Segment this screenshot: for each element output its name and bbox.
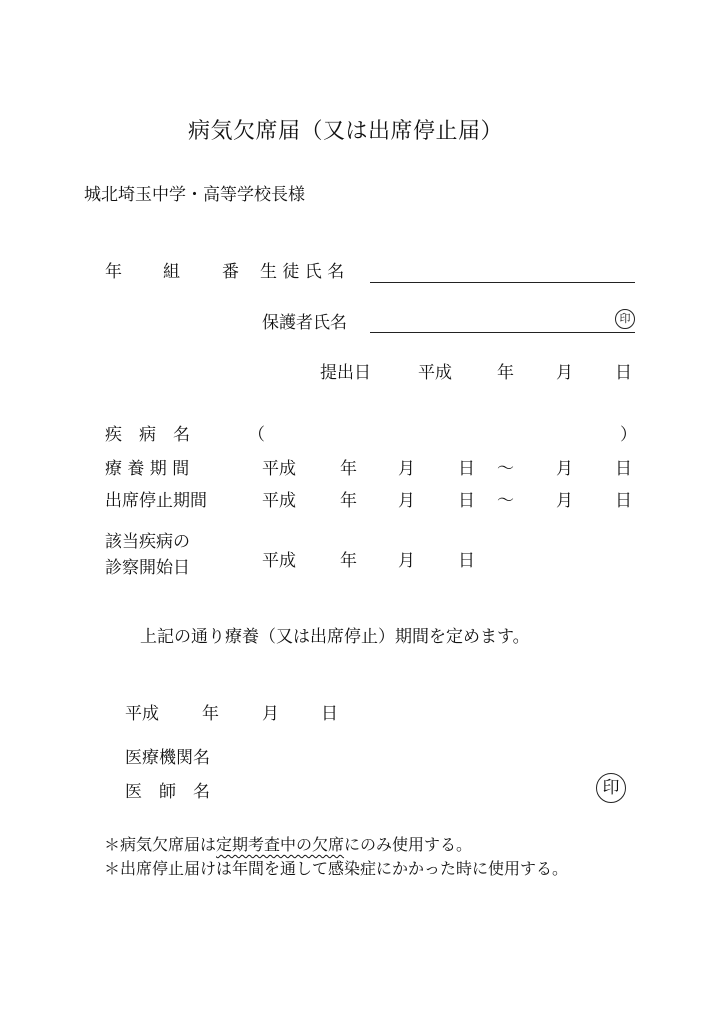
suspension-year: 年 [340, 491, 357, 511]
note-2: ＊出席停止届けは年間を通して感染症にかかった時に使用する。 [104, 859, 569, 878]
guardian-seal-mark: 印 [615, 309, 635, 329]
suspension-period-label: 出席停止期間 [105, 491, 207, 511]
treatment-day-end: 日 [615, 459, 632, 479]
suspension-day-start: 日 [458, 491, 475, 511]
submission-month: 月 [556, 363, 573, 383]
treatment-month-end: 月 [556, 459, 573, 479]
doctor-year: 年 [202, 704, 219, 724]
year-label: 年 [105, 262, 122, 282]
suspension-day-end: 日 [615, 491, 632, 511]
class-label: 組 [163, 262, 180, 282]
treatment-day-start: 日 [458, 459, 475, 479]
guardian-name-line[interactable] [370, 332, 635, 333]
treatment-year: 年 [340, 459, 357, 479]
addressee: 城北埼玉中学・高等学校長様 [84, 185, 305, 205]
treatment-era: 平成 [262, 459, 296, 479]
doctor-day: 日 [321, 704, 338, 724]
illness-name-paren-close: ） [620, 425, 637, 445]
submission-day: 日 [615, 363, 632, 383]
treatment-period-label: 療 養 期 間 [105, 459, 190, 479]
doctor-era: 平成 [125, 704, 159, 724]
doctor-seal-mark: 印 [596, 773, 626, 803]
student-name-label: 生 徒 氏 名 [260, 262, 345, 282]
onset-year: 年 [340, 551, 357, 571]
illness-name-paren-open: （ [248, 425, 265, 445]
onset-label-line1: 該当疾病の [105, 532, 190, 552]
treatment-tilde: 〜 [497, 459, 514, 479]
guardian-name-label: 保護者氏名 [262, 313, 347, 333]
note-1 [104, 832, 472, 855]
onset-month: 月 [398, 551, 415, 571]
form-title: 病気欠席届（又は出席停止届） [188, 119, 504, 144]
note-1-suffix: にのみ使用する。 [344, 835, 473, 854]
note-1-emphasis: 定期考査中の欠席 [216, 835, 345, 854]
number-label: 番 [222, 262, 239, 282]
institution-label: 医療機関名 [125, 748, 210, 768]
suspension-tilde: 〜 [497, 491, 514, 511]
doctor-statement: 上記の通り療養（又は出席停止）期間を定めます。 [140, 627, 530, 647]
note-1-prefix: ＊病気欠席届は [104, 835, 217, 854]
submission-year: 年 [497, 363, 514, 383]
submission-date-label: 提出日 [320, 363, 371, 383]
suspension-era: 平成 [262, 491, 296, 511]
treatment-month-start: 月 [398, 459, 415, 479]
suspension-month-start: 月 [398, 491, 415, 511]
suspension-month-end: 月 [556, 491, 573, 511]
onset-day: 日 [458, 551, 475, 571]
submission-era: 平成 [418, 363, 452, 383]
doctor-name-label: 医 師 名 [125, 782, 210, 802]
illness-name-label: 疾 病 名 [105, 425, 190, 445]
student-name-line[interactable] [370, 282, 635, 283]
doctor-month: 月 [262, 704, 279, 724]
onset-label-line2: 診察開始日 [105, 558, 190, 578]
onset-era: 平成 [262, 551, 296, 571]
